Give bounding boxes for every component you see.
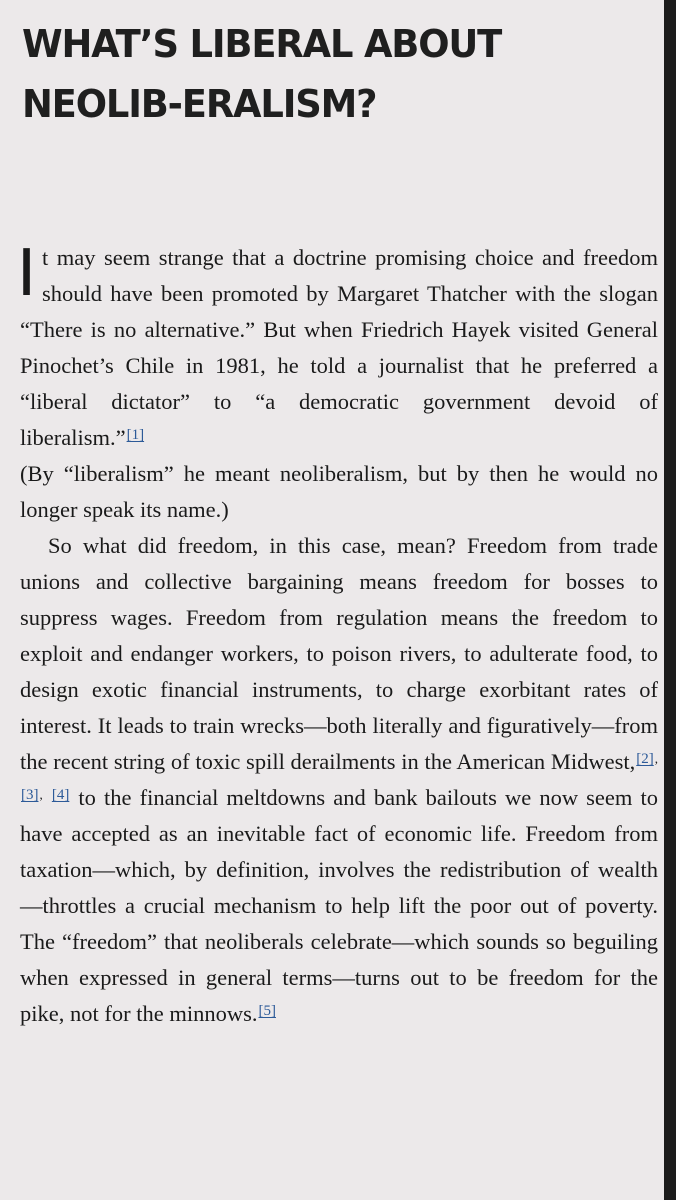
footnote-link-1[interactable]: [1]	[126, 427, 145, 443]
footnote-link-5[interactable]: [5]	[258, 1003, 276, 1019]
drop-cap: I	[20, 237, 34, 311]
footnote-link-2[interactable]: [2]	[636, 751, 654, 767]
paragraph-1-text-a: t may seem strange that a doctrine promising choice and freedom should have been promoted by Margaret Thatcher with the slogan “There is no alternative.” But when Friedrich Hayek visited General Pinochet’s Chile in 1981, he told a journalist that he preferred a “liberal dictator” to “a democratic government devoid of liberalism.”	[20, 245, 658, 450]
paragraph-2	[20, 528, 658, 1032]
article-body	[20, 237, 658, 1032]
footnote-link-3[interactable]: [3]	[21, 787, 39, 803]
paragraph-1	[20, 237, 658, 528]
footnote-separator: ,	[39, 787, 43, 802]
paragraph-2-text-b: to the financial meltdowns and bank bailouts we now seem to have accepted as an inevitable fact of economic life. Freedom from taxation—which, by definition, involves the redistribution of wealth —throttles a crucial mechanism to help lift the poor out of poverty. The “freedom” that neoliberals celebrate—which sounds so beguiling when expressed in general terms—turns out to be freedom for the pike, not for the minnows.	[20, 785, 658, 1026]
paragraph-1-text-b: (By “liberalism” he meant neoliberalism, but by then he would no longer speak its name.)	[20, 461, 658, 522]
paragraph-2-text-a: So what did freedom, in this case, mean? Freedom from trade unions and collective bargaining means freedom for bosses to suppress wages. Freedom from regulation means the freedom to exploit and endanger workers, to poison rivers, to adulterate food, to design exotic financial instruments, to charge exorbitant rates of interest. It leads to train wrecks—both literally and figuratively—from the recent string of toxic spill derailments in the American Midwest,	[20, 533, 658, 774]
article-title: WHAT’S LIBERAL ABOUT NEOLIB-ERALISM?	[22, 22, 502, 126]
footnote-link-4[interactable]: [4]	[51, 787, 70, 803]
footnote-separator: ,	[654, 751, 658, 766]
